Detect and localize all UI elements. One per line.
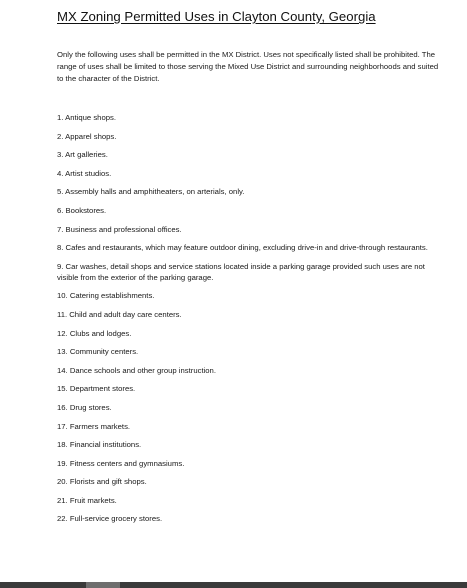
permitted-uses-list <box>57 112 443 532</box>
list-item: 7. Business and professional offices. <box>57 224 182 234</box>
list-item: 22. Full-service grocery stores. <box>57 514 163 524</box>
scrollbar-thumb[interactable] <box>86 582 120 588</box>
list-item: 16. Drug stores. <box>57 402 112 412</box>
list-item: 15. Department stores. <box>57 384 136 394</box>
list-item: 6. Bookstores. <box>57 205 107 215</box>
list-item: 21. Fruit markets. <box>57 495 117 505</box>
list-item: 8. Cafes and restaurants, which may feature outdoor dining, excluding drive-in and drive-through restaurants. <box>57 243 428 253</box>
list-item: 1. Antique shops. <box>57 113 116 122</box>
document-title: MX Zoning Permitted Uses in Clayton County, Georgia <box>57 9 376 24</box>
list-item: 14. Dance schools and other group instruction. <box>57 365 216 375</box>
intro-paragraph: Only the following uses shall be permitted in the MX District. Uses not specifically listed shall be prohibited. The range of uses shall be limited to those serving the Mixed Use District and surrounding neighborhoods and suited to the character of the District. <box>57 50 439 83</box>
list-item: 10. Catering establishments. <box>57 291 155 301</box>
list-item: 9. Car washes, detail shops and service stations located inside a parking garage provided such uses are not visible from the exterior of the parking garage. <box>57 261 425 282</box>
list-item: 17. Farmers markets. <box>57 421 131 431</box>
list-item: 12. Clubs and lodges. <box>57 328 132 338</box>
list-item: 20. Florists and gift shops. <box>57 477 147 487</box>
list-item: 11. Child and adult day care centers. <box>57 309 182 319</box>
list-item: 13. Community centers. <box>57 347 139 357</box>
list-item: 2. Apparel shops. <box>57 131 117 141</box>
viewer-scrollbar[interactable] <box>0 582 467 588</box>
list-item: 4. Artist studios. <box>57 168 112 178</box>
list-item: 18. Financial institutions. <box>57 440 142 450</box>
list-item: 5. Assembly halls and amphitheaters, on arterials, only. <box>57 187 245 197</box>
list-item: 3. Art galleries. <box>57 150 108 160</box>
list-item: 19. Fitness centers and gymnasiums. <box>57 458 185 468</box>
